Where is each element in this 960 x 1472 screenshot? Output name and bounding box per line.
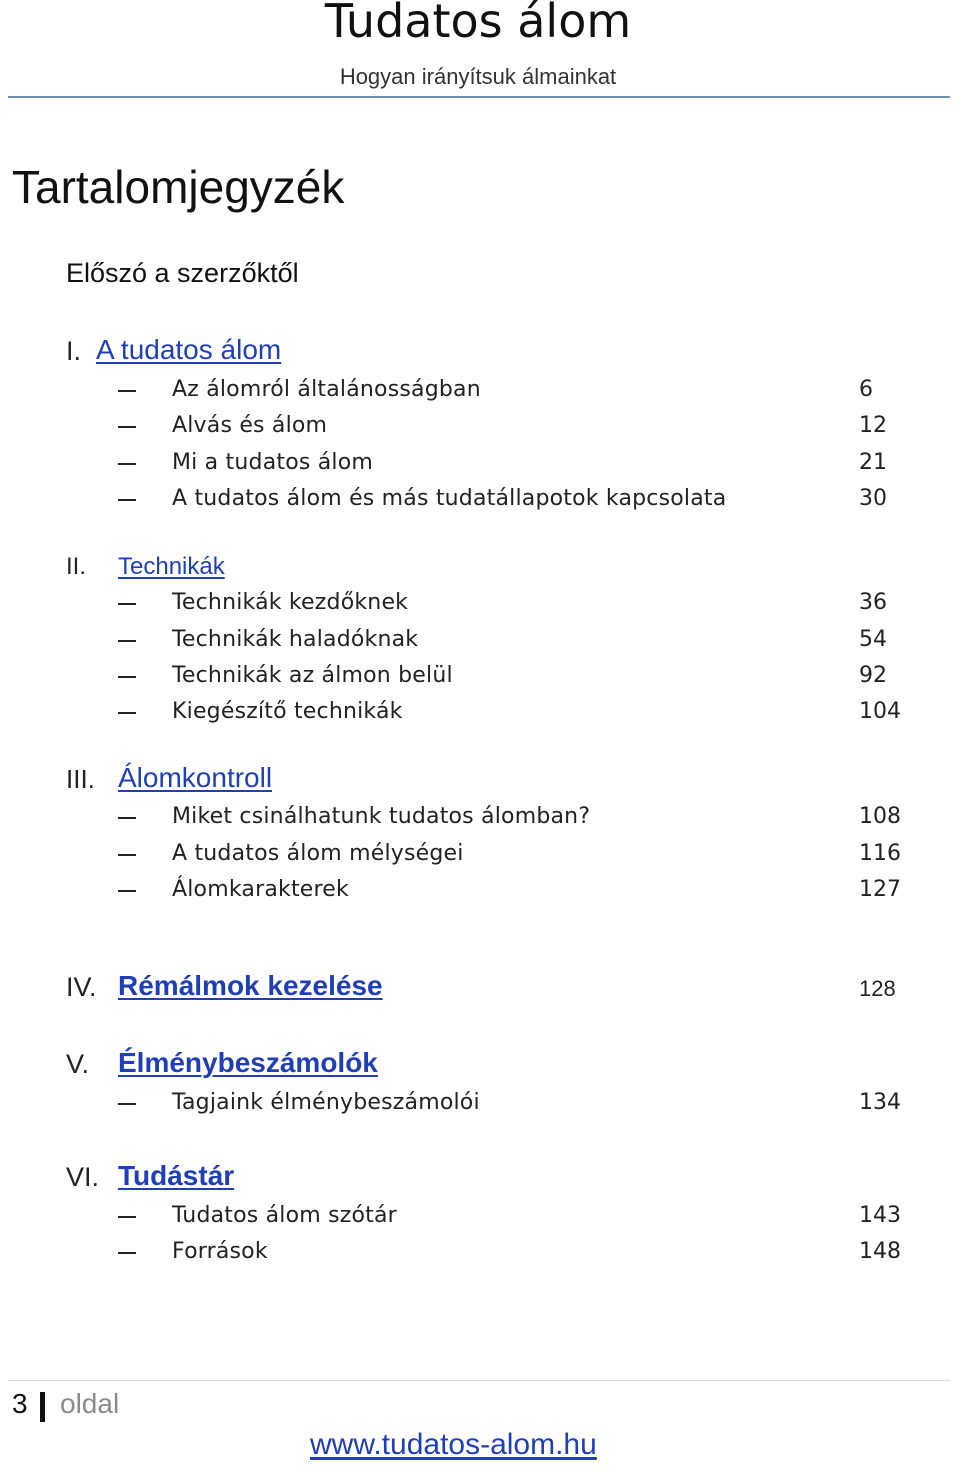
entry-dash <box>118 463 136 465</box>
toc-entry-page: 104 <box>859 699 901 724</box>
toc-entry-page: 127 <box>859 877 901 902</box>
toc-entry-page: 108 <box>859 804 901 829</box>
section-title-link[interactable]: Álomkontroll <box>118 762 273 793</box>
toc-entry-title: Kiegészítő technikák <box>172 699 403 724</box>
section-title-link[interactable]: A tudatos álom <box>96 334 282 365</box>
toc-entry-title: A tudatos álom mélységei <box>172 841 464 866</box>
toc-entry-title: Tudatos álom szótár <box>172 1203 397 1228</box>
section-number: III. <box>66 764 95 794</box>
footer-separator-bar <box>40 1392 45 1422</box>
entry-dash <box>118 890 136 892</box>
footer-page-number: 3 <box>12 1388 28 1419</box>
toc-entry-title: Technikák kezdőknek <box>172 590 409 615</box>
entry-dash <box>118 390 136 392</box>
section-number: IV. <box>66 972 97 1002</box>
footer-divider <box>8 1380 950 1381</box>
toc-entry-page: 92 <box>859 663 887 688</box>
entry-dash <box>118 1103 136 1105</box>
entry-dash <box>118 854 136 856</box>
toc-entry-page: 30 <box>859 486 887 511</box>
section-page: 128 <box>859 976 896 1001</box>
toc-entry-page: 36 <box>859 590 887 615</box>
toc-entry-title: Technikák az álmon belül <box>172 663 453 688</box>
website-link[interactable]: www.tudatos-alom.hu <box>310 1428 597 1461</box>
toc-entry-page: 116 <box>859 841 901 866</box>
section-title-link[interactable]: Tudástár <box>118 1160 235 1191</box>
toc-entry-page: 134 <box>859 1090 901 1115</box>
entry-dash <box>118 817 136 819</box>
section-number: V. <box>66 1049 90 1079</box>
toc-entry-title: Alvás és álom <box>172 413 328 438</box>
entry-dash <box>118 676 136 678</box>
entry-dash <box>118 712 136 714</box>
toc-entry-title: A tudatos álom és más tudatállapotok kapcsolata <box>172 486 727 511</box>
toc-entry-page: 12 <box>859 413 887 438</box>
toc-entry-title: Tagjaink élménybeszámolói <box>172 1090 480 1115</box>
section-number: II. <box>66 553 87 580</box>
toc-entry-page: 148 <box>859 1239 901 1264</box>
entry-dash <box>118 603 136 605</box>
document-subtitle: Hogyan irányítsuk álmainkat <box>339 64 617 89</box>
toc-heading: Tartalomjegyzék <box>12 161 345 213</box>
toc-entry-title: Az álomról általánosságban <box>172 377 481 402</box>
toc-entry-page: 6 <box>859 377 873 402</box>
toc-entry-title: Technikák haladóknak <box>172 627 419 652</box>
footer-page-label: oldal <box>60 1388 120 1419</box>
toc-entry-page: 143 <box>859 1203 901 1228</box>
section-title-link[interactable]: Technikák <box>118 553 225 580</box>
section-title-link[interactable]: Rémálmok kezelése <box>118 970 383 1001</box>
entry-dash <box>118 499 136 501</box>
section-number: VI. <box>66 1162 100 1192</box>
toc-entry-page: 54 <box>859 627 887 652</box>
entry-dash <box>118 640 136 642</box>
entry-dash <box>118 1216 136 1218</box>
toc-entry-title: Álomkarakterek <box>172 877 349 902</box>
entry-dash <box>118 1252 136 1254</box>
section-number: I. <box>66 336 82 366</box>
toc-entry-title: Források <box>172 1239 268 1264</box>
header-divider <box>8 96 950 98</box>
section-title-link[interactable]: Élménybeszámolók <box>118 1047 378 1078</box>
document-title: Tudatos álom <box>324 0 632 48</box>
toc-entry-title: Miket csinálhatunk tudatos álomban? <box>172 804 591 829</box>
toc-entry-page: 21 <box>859 450 887 475</box>
toc-entry-title: Mi a tudatos álom <box>172 450 374 475</box>
entry-dash <box>118 426 136 428</box>
toc-foreword: Előszó a szerzőktől <box>66 258 299 288</box>
